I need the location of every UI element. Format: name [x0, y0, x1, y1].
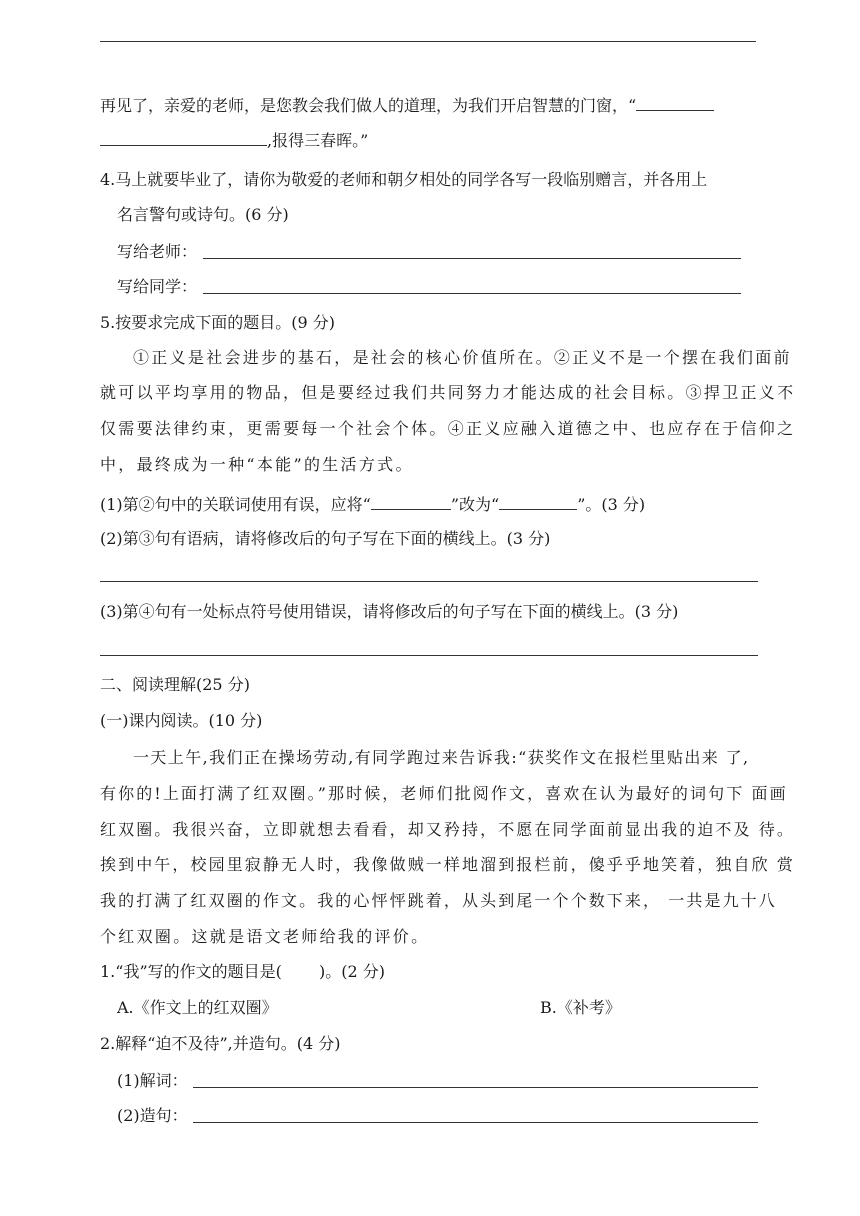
q4-classmate-answer-line[interactable] [203, 293, 741, 294]
q4-title: 4.马上就要毕业了，请你为敬爱的老师和朝夕相处的同学各写一段临别赠言，并各用上 [100, 170, 708, 189]
q5-sub2-answer-line[interactable] [100, 581, 758, 582]
q5-sub3-answer-line[interactable] [100, 655, 758, 656]
q5-sub1-blank-2[interactable] [499, 494, 577, 510]
q5-sub1-text-b: ”改为“ [450, 495, 500, 514]
reading-passage-line: 一天上午,我们正在操场劳动,有同学跑过来告诉我:“获奖作文在报栏里贴出来 了, [133, 748, 750, 767]
reading-q1-option-b[interactable]: B.《补考》 [540, 998, 621, 1017]
q3-answer-blank-1[interactable] [636, 95, 714, 111]
q4-teacher-answer-line[interactable] [203, 258, 741, 259]
reading-passage-line: 我的打满了红双圈的作文。我的心怦怦跳着，从头到尾一个个数下来， 一共是九十八 [100, 891, 777, 910]
q5-sub1 [100, 494, 645, 514]
q3-line-1 [100, 95, 714, 115]
reading-q1: 1.“我”写的作文的题目是( )。(2 分) [100, 962, 385, 981]
q5-title: 5.按要求完成下面的题目。(9 分) [100, 313, 336, 332]
reading-passage-line: 个红双圈。这就是语文老师给我的评价。 [100, 927, 430, 946]
reading-q2-explain-line[interactable] [193, 1087, 758, 1088]
q5-sub2: (2)第③句有语病，请将修改后的句子写在下面的横线上。(3 分) [100, 529, 551, 548]
reading-passage-line: 挨到中午，校园里寂静无人时，我像做贼一样地溜到报栏前，傻乎乎地笑着，独自欣 赏 [100, 855, 795, 874]
q3-answer-blank-2[interactable] [100, 130, 267, 146]
q5-sub1-text-a: (1)第②句中的关联词使用有误，应将“ [100, 495, 371, 514]
q5-sub1-text-c: ”。(3 分) [577, 495, 646, 514]
q5-passage-line: ①正义是社会进步的基石，是社会的核心价值所在。②正义不是一个摆在我们面前 [133, 348, 792, 367]
q5-passage-line: 仅需要法律约束，更需要每一个社会个体。④正义应融入道德之中、也应存在于信仰之 [100, 419, 796, 438]
reading-passage-line: 红双圈。我很兴奋，立即就想去看看，却又矜持，不愿在同学面前显出我的迫不及 待。 [100, 820, 795, 839]
q4-teacher-label: 写给老师： [117, 242, 198, 261]
q5-sub3: (3)第④句有一处标点符号使用错误，请将修改后的句子写在下面的横线上。(3 分) [100, 602, 679, 621]
reading-q1-option-a[interactable]: A.《作文上的红双圈》 [117, 998, 278, 1017]
section2-part1-title: (一)课内阅读。(10 分) [100, 711, 263, 730]
reading-q2-explain-label: (1)解词： [117, 1071, 188, 1090]
header-rule [100, 41, 756, 42]
q3-text: 再见了，亲爱的老师，是您教会我们做人的道理，为我们开启智慧的门窗，“ [100, 96, 637, 115]
q5-sub1-blank-1[interactable] [371, 494, 451, 510]
reading-passage-line: 有你的!上面打满了红双圈。”那时候，老师们批阅作文，喜欢在认为最好的词句下 面画 [100, 784, 788, 803]
q5-passage-line: 就可以平均享用的物品，但是要经过我们共同努力才能达成的社会目标。③捍卫正义不 [100, 383, 796, 402]
q4-classmate-label: 写给同学： [117, 277, 198, 296]
q3-line-2 [100, 130, 368, 150]
q5-passage-line: 中，最终成为一种“本能”的生活方式。 [100, 455, 414, 474]
section2-title: 二、阅读理解(25 分) [100, 675, 250, 694]
q4-title-cont: 名言警句或诗句。(6 分) [117, 205, 289, 224]
reading-q2-sentence-label: (2)造句： [117, 1106, 188, 1125]
q3-suffix: ,报得三春晖。” [267, 131, 369, 150]
reading-q2: 2.解释“迫不及待”,并造句。(4 分) [100, 1034, 341, 1053]
reading-q2-sentence-line[interactable] [193, 1122, 758, 1123]
